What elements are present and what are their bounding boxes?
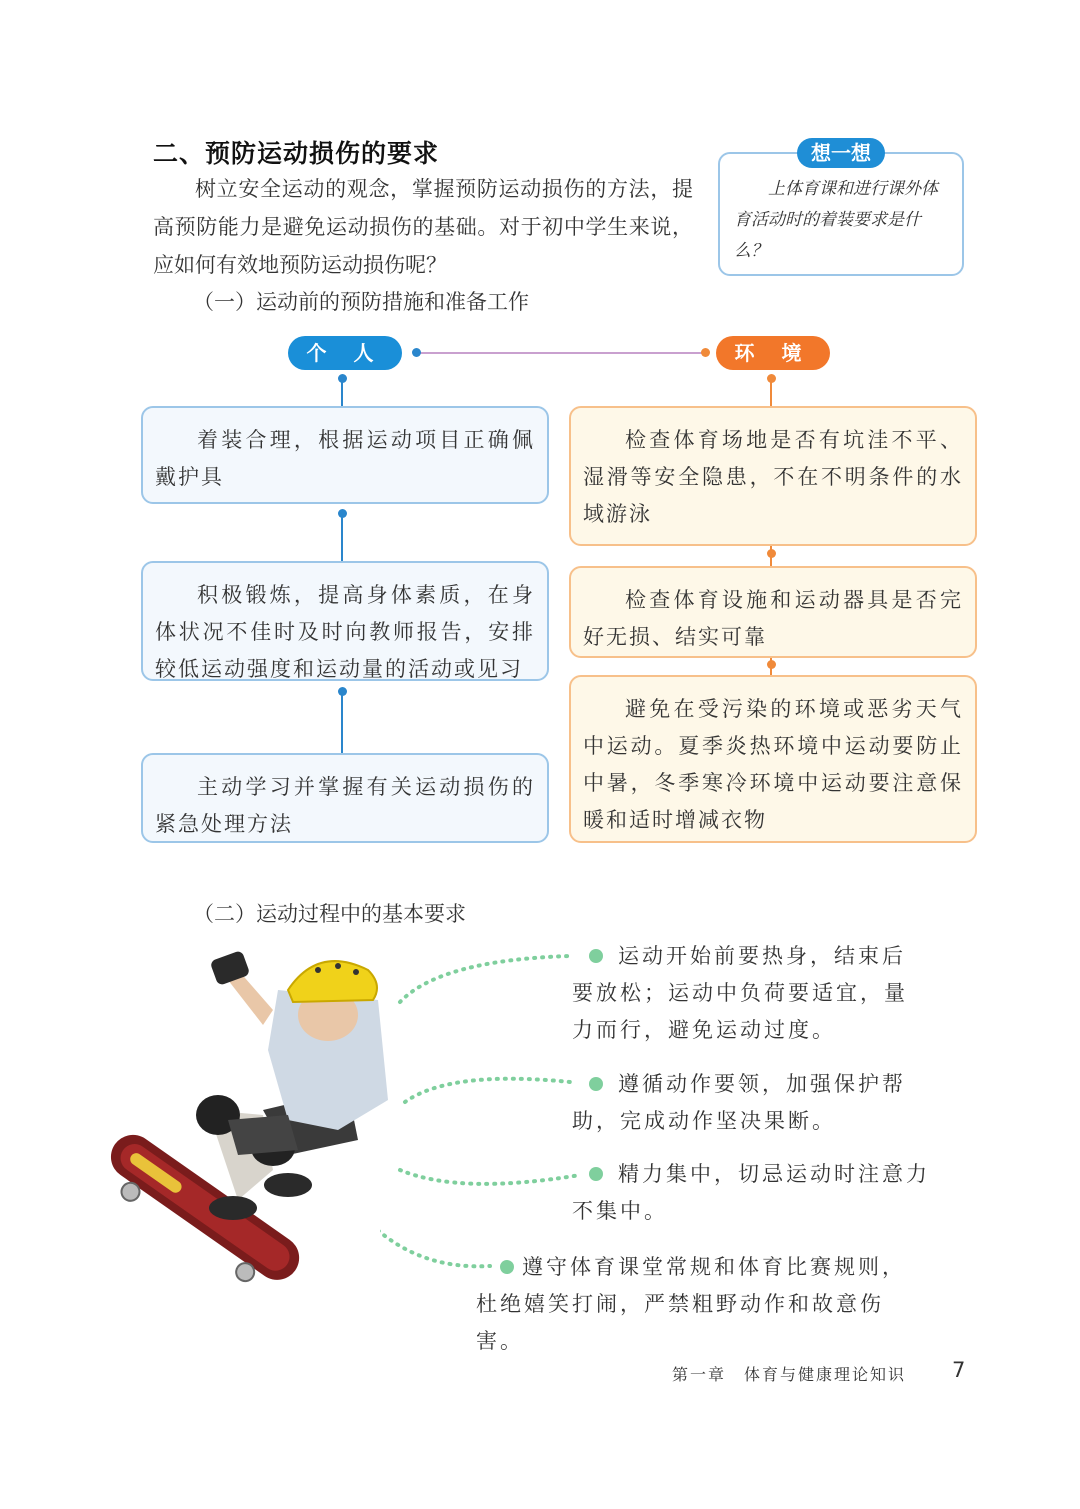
subheading-1: （一）运动前的预防措施和准备工作 [193,290,529,314]
skateboarder-illustration [88,940,418,1300]
environment-header: 环 境 [716,336,830,370]
individual-header: 个 人 [288,336,402,370]
connector-line [341,691,343,755]
bullet-item-2: 遵循动作要领，加强保护帮助，完成动作坚决果断。 [572,1072,906,1133]
environment-item-2: 检查体育设施和运动器具是否完好无损、结实可靠 [569,566,977,658]
individual-item-3: 主动学习并掌握有关运动损伤的紧急处理方法 [141,753,549,843]
connector-line [770,378,772,408]
section-title: 二、预防运动损伤的要求 [153,139,440,168]
connector-dot [701,348,710,357]
connector-line [770,657,772,677]
subheading-2: （二）运动过程中的基本要求 [193,902,466,926]
connector-line [341,378,343,408]
header-connector [417,352,707,354]
environment-item-1: 检查体育场地是否有坑洼不平、湿滑等安全隐患，不在不明条件的水域游泳 [569,406,977,546]
bullet-item-3: 精力集中，切忌运动时注意力不集中。 [572,1162,930,1223]
connector-dot [412,348,421,357]
chapter-footer: 第一章 体育与健康理论知识 [672,1365,907,1384]
bullet-item-4: 遵守体育课堂常规和体育比赛规则，杜绝嬉笑打闹，严禁粗野动作和故意伤害。 [476,1255,906,1353]
environment-item-3: 避免在受污染的环境或恶劣天气中运动。夏季炎热环境中运动要防止中暑，冬季寒冷环境中运动要注意保暖和适时增减衣物 [569,675,977,843]
individual-item-1: 着装合理，根据运动项目正确佩戴护具 [141,406,549,504]
individual-item-2: 积极锻炼，提高身体素质，在身体状况不佳时及时向教师报告，安排较低运动强度和运动量的活动或见习 [141,561,549,681]
connector-line [770,546,772,568]
think-tag: 想一想 [797,138,885,168]
bullet-item-1: 运动开始前要热身，结束后要放松；运动中负荷要适宜，量力而行，避免运动过度。 [572,944,908,1042]
connector-line [341,513,343,563]
think-text: 上体育课和进行课外体育活动时的着装要求是什么？ [734,179,938,261]
page-number: 7 [952,1358,966,1382]
intro-paragraph: 树立安全运动的观念，掌握预防运动损伤的方法，提高预防能力是避免运动损伤的基础。对于初中学生来说，应如何有效地预防运动损伤呢？ [153,177,693,277]
